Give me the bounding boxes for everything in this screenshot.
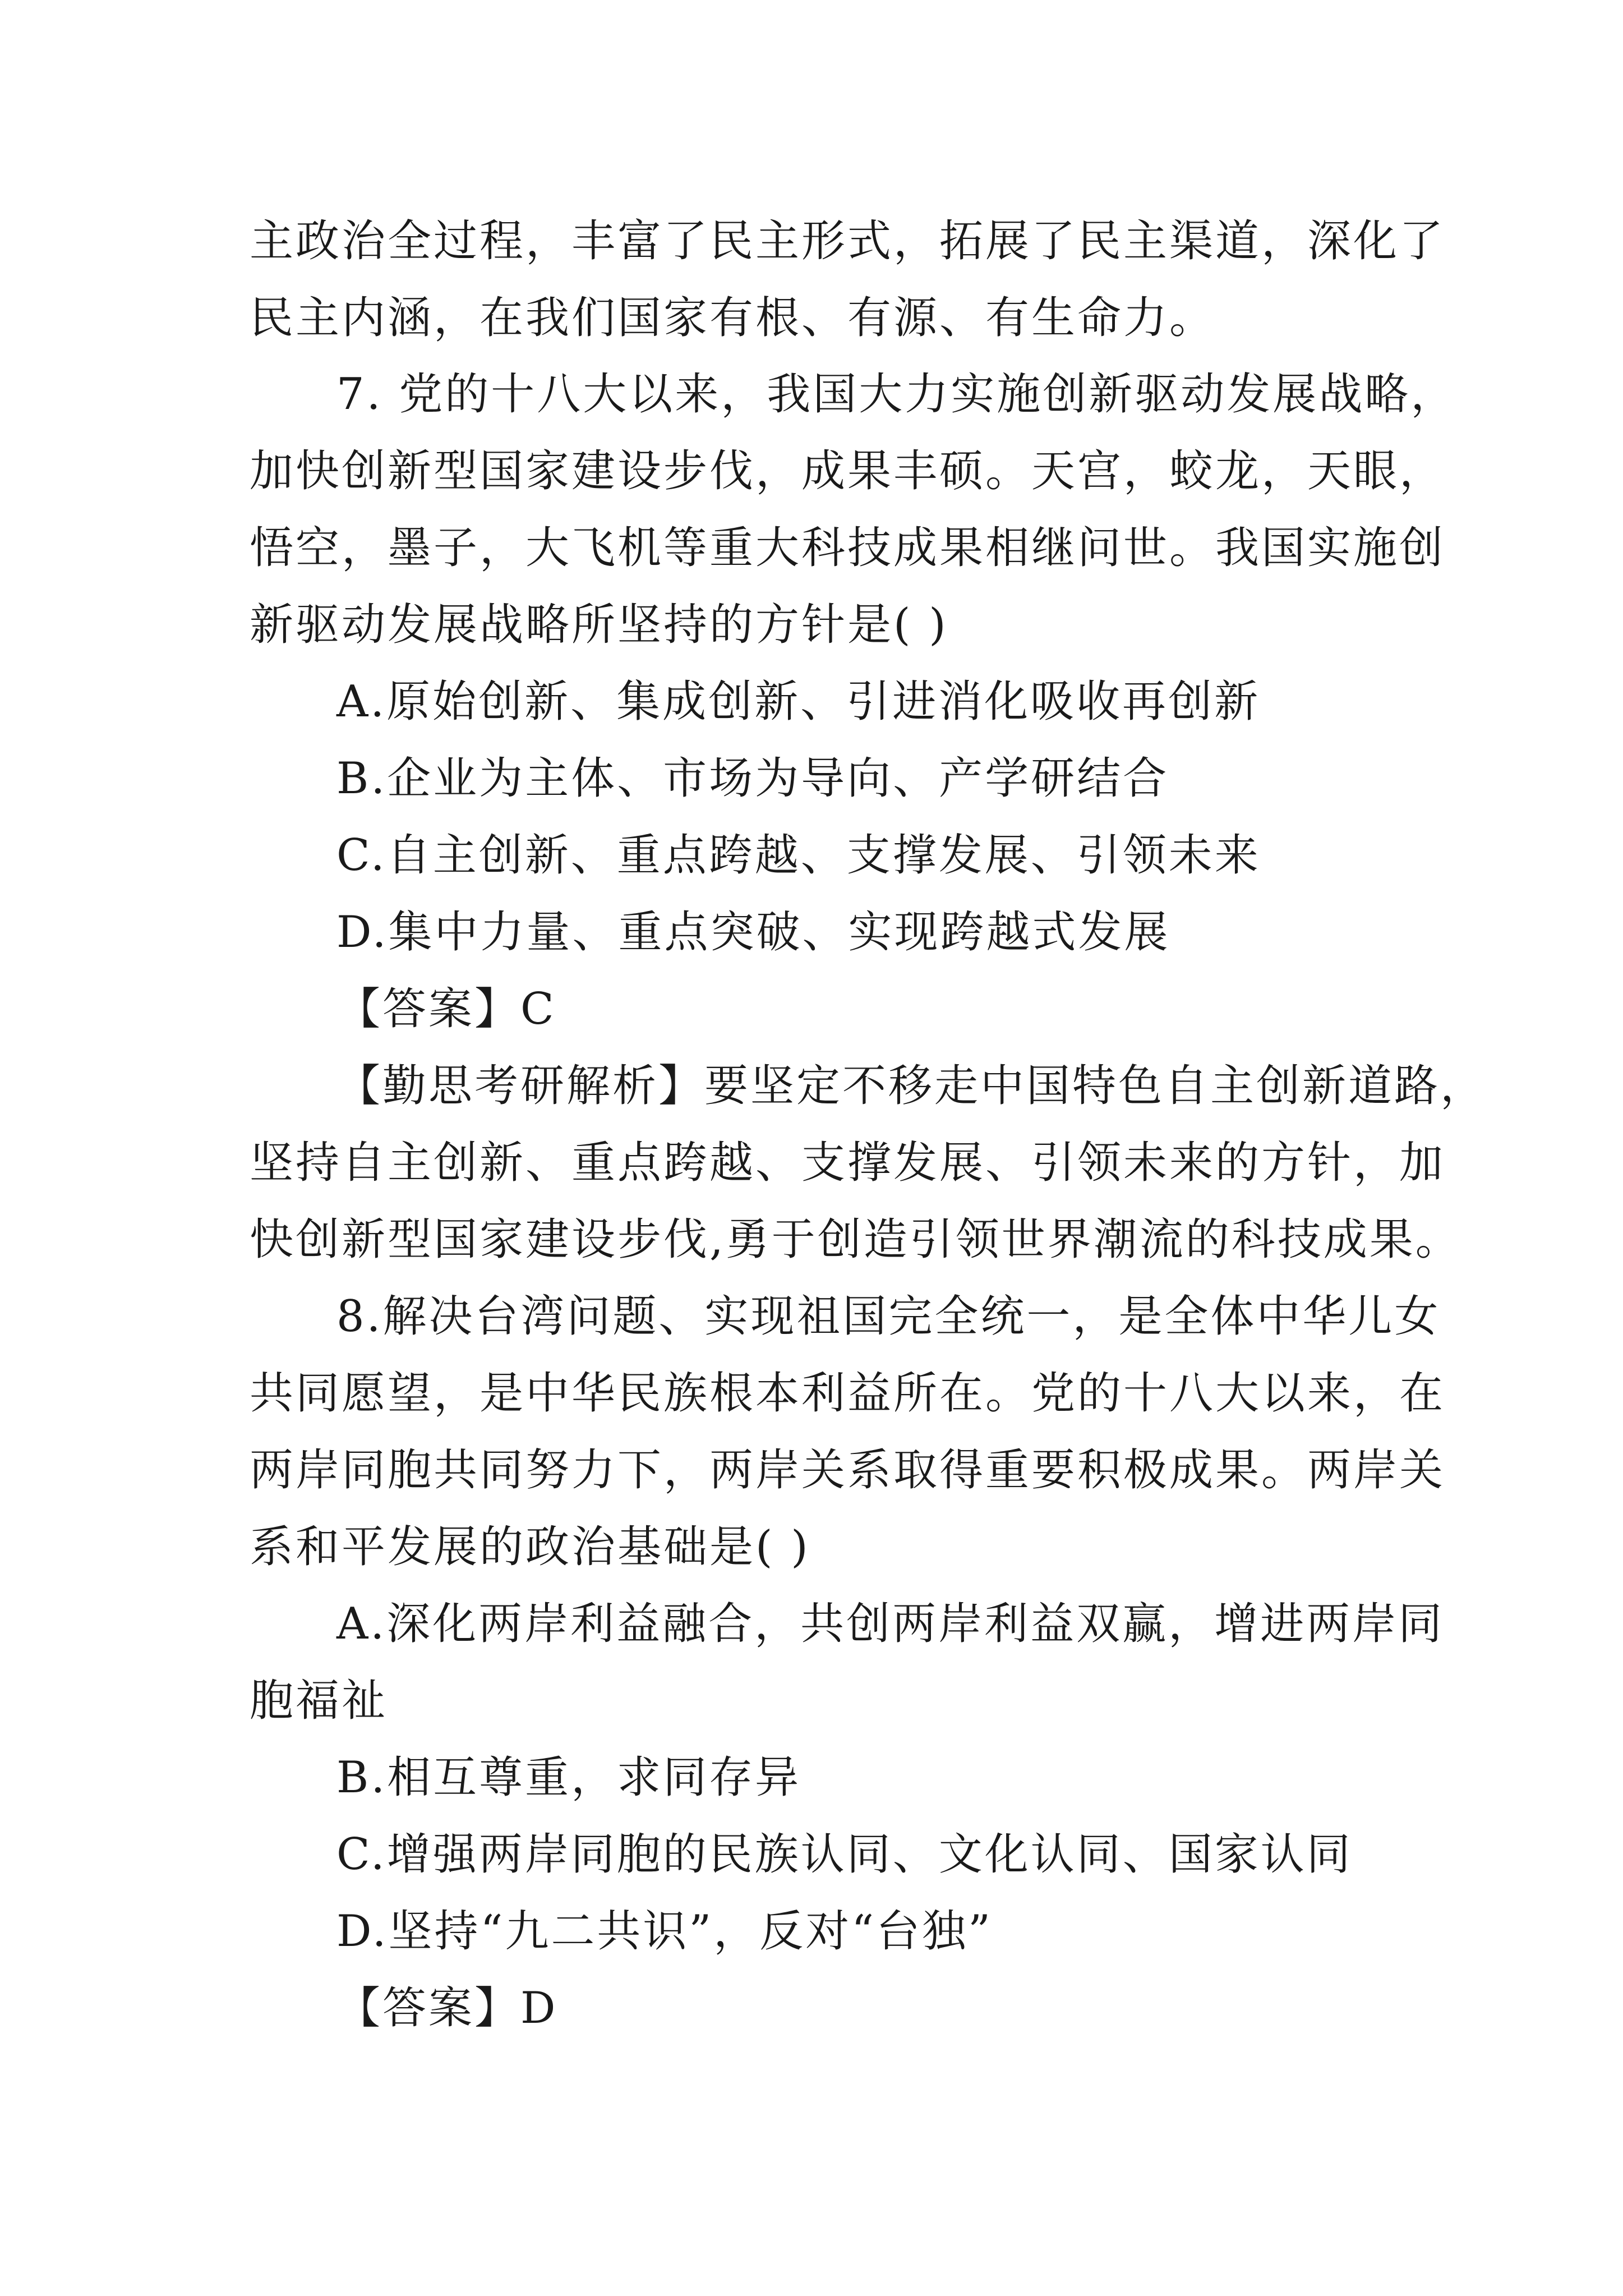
- question-8-option-b: B.相互尊重，求同存异: [336, 1752, 801, 1803]
- question-8-option-c: C.增强两岸同胞的民族认同、文化认同、国家认同: [336, 1829, 1353, 1880]
- question-8-stem: 8.解决台湾问题、实现祖国完全统一，是全体中华儿女: [336, 1291, 1441, 1342]
- question-8-stem: 两岸同胞共同努力下，两岸关系取得重要积极成果。两岸关: [250, 1445, 1446, 1496]
- question-7-analysis: 坚持自主创新、重点跨越、支撑发展、引领未来的方针，加: [250, 1138, 1446, 1188]
- question-7-analysis: 快创新型国家建设步伐,勇于创造引领世界潮流的科技成果。: [250, 1214, 1461, 1265]
- question-7-option-b: B.企业为主体、市场为导向、产学研结合: [336, 753, 1169, 804]
- paragraph-line: 主政治全过程，丰富了民主形式，拓展了民主渠道，深化了: [250, 216, 1446, 266]
- question-8-option-a-cont: 胞福祉: [250, 1676, 388, 1726]
- question-7-option-a: A.原始创新、集成创新、引进消化吸收再创新: [336, 677, 1261, 727]
- question-8-option-a: A.深化两岸利益融合，共创两岸利益双赢，增进两岸同: [336, 1599, 1445, 1649]
- question-7-option-c: C.自主创新、重点跨越、支撑发展、引领未来: [336, 830, 1261, 881]
- question-7-stem: 悟空，墨子，大飞机等重大科技成果相继问世。我国实施创: [250, 523, 1446, 573]
- question-8-stem: 系和平发展的政治基础是( ): [250, 1522, 810, 1572]
- question-8-option-d: D.坚持“九二共识”，反对“台独”: [336, 1906, 993, 1957]
- question-7-stem: 新驱动发展战略所坚持的方针是( ): [250, 600, 948, 650]
- question-7-answer: 【答案】C: [336, 984, 556, 1034]
- question-7-option-d: D.集中力量、重点突破、实现跨越式发展: [336, 907, 1170, 958]
- question-8-stem: 共同愿望，是中华民族根本利益所在。党的十八大以来，在: [250, 1368, 1446, 1419]
- question-7-stem: 加快创新型国家建设步伐，成果丰硕。天宫，蛟龙，天眼，: [250, 446, 1446, 496]
- question-7-stem: 7. 党的十八大以来，我国大力实施创新驱动发展战略，: [336, 369, 1457, 420]
- question-8-answer: 【答案】D: [336, 1983, 558, 2033]
- paragraph-line: 民主内涵，在我们国家有根、有源、有生命力。: [250, 293, 1216, 343]
- question-7-analysis: 【勤思考研解析】要坚定不移走中国特色自主创新道路，: [336, 1061, 1487, 1111]
